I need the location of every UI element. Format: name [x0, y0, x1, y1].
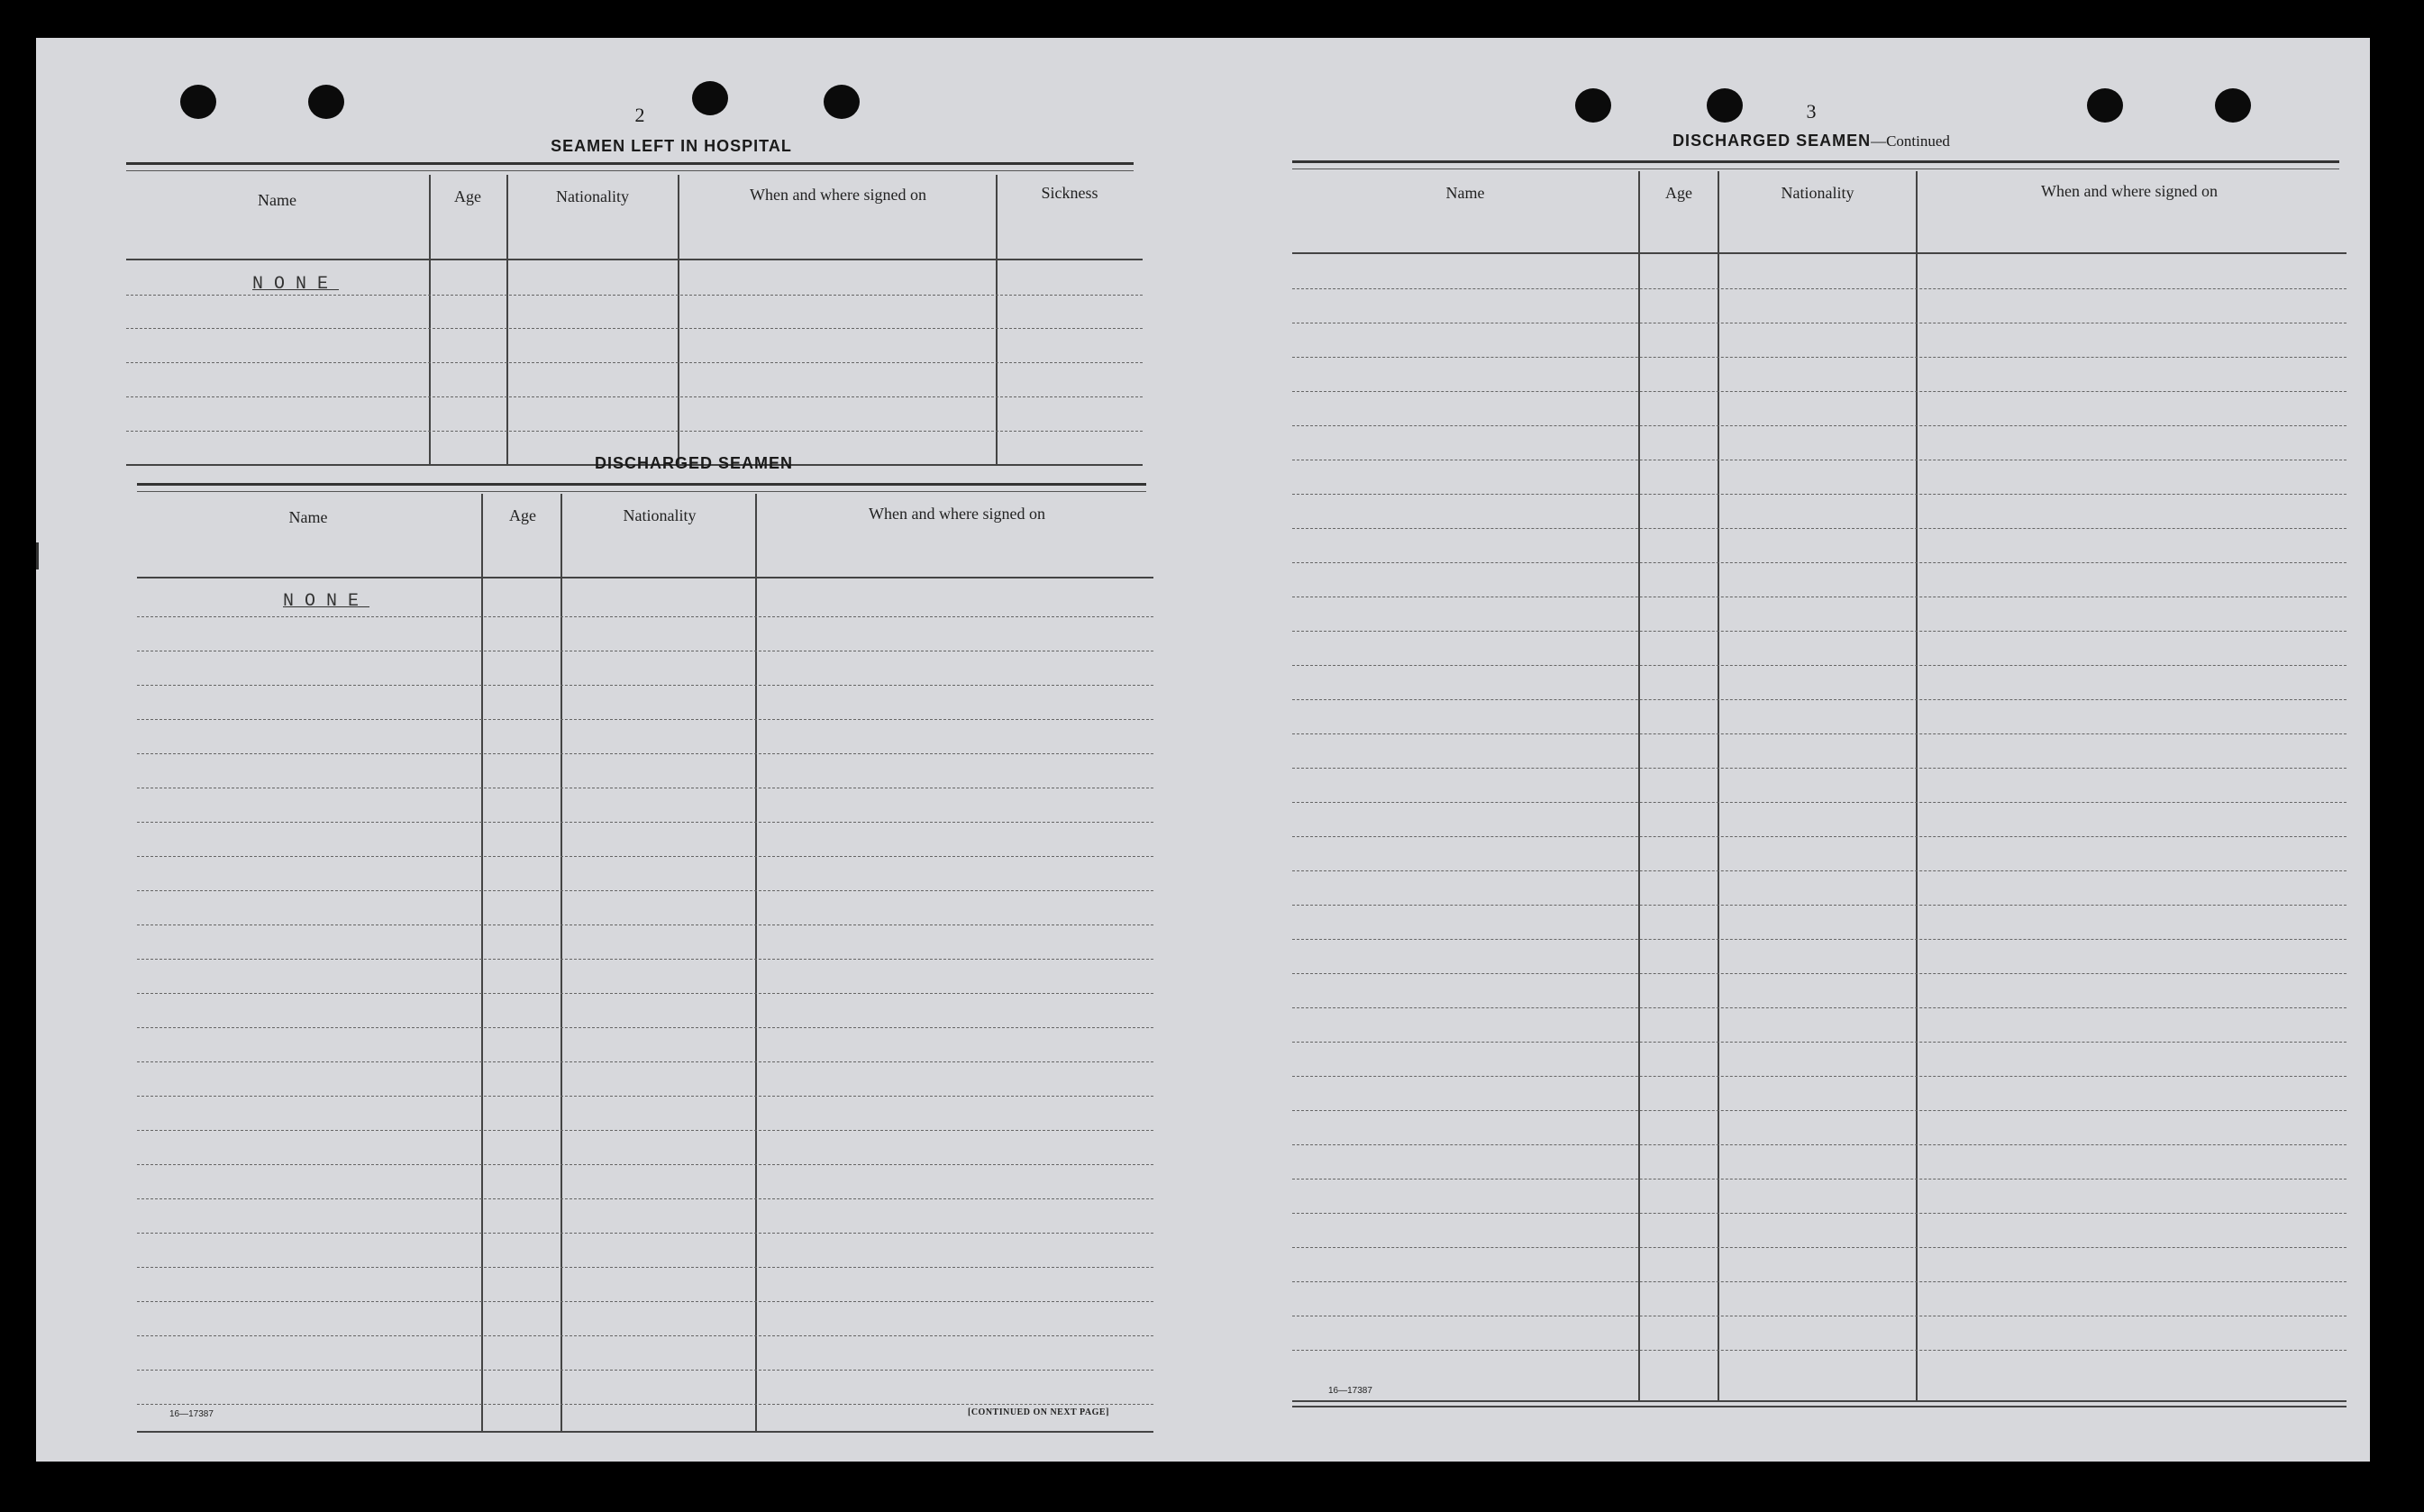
right-col-nationality: Nationality: [1781, 184, 1854, 202]
document-sheet: [36, 38, 2370, 1462]
discharged-entry-none: NONE: [283, 591, 370, 612]
hospital-col-sickness: Sickness: [1041, 184, 1098, 202]
hospital-row-line: [126, 431, 1143, 432]
right-row-line: [1292, 665, 2347, 666]
right-row-line: [1292, 1213, 2347, 1214]
punch-hole: [692, 81, 728, 115]
discharged-row-line: [137, 822, 1153, 823]
discharged-row-line: [137, 685, 1153, 686]
right-header-rule: [1292, 252, 2347, 254]
right-row-line: [1292, 1281, 2347, 1282]
hospital-row-line: [126, 295, 1143, 296]
hospital-col-signed-on: When and where signed on: [750, 186, 926, 204]
form-number-right: 16—17387: [1328, 1386, 1372, 1396]
right-row-line: [1292, 1076, 2347, 1077]
right-row-line: [1292, 357, 2347, 358]
continued-note: [CONTINUED ON NEXT PAGE]: [968, 1407, 1109, 1417]
right-row-line: [1292, 939, 2347, 940]
discharged-row-line: [137, 1335, 1153, 1336]
discharged-row-line: [137, 856, 1153, 857]
right-row-line: [1292, 425, 2347, 426]
right-row-line: [1292, 905, 2347, 906]
hospital-col-nationality: Nationality: [556, 187, 629, 205]
discharged-continued-suffix: —Continued: [1871, 132, 1950, 150]
right-col-divider: [1718, 171, 1719, 1400]
right-row-line: [1292, 631, 2347, 632]
right-row-line: [1292, 768, 2347, 769]
punch-hole: [308, 85, 344, 119]
discharged-col-signed-on: When and where signed on: [869, 505, 1045, 523]
right-row-line: [1292, 494, 2347, 495]
discharged-row-line: [137, 1027, 1153, 1028]
right-row-line: [1292, 836, 2347, 837]
discharged-col-divider: [755, 494, 757, 1431]
discharged-row-line: [137, 993, 1153, 994]
right-col-signed-on: When and where signed on: [2041, 182, 2218, 200]
edge-mark: [36, 542, 46, 569]
right-row-line: [1292, 1042, 2347, 1043]
discharged-row-line: [137, 1061, 1153, 1062]
discharged-col-nationality: Nationality: [623, 506, 697, 524]
discharged-row-line: [137, 719, 1153, 720]
punch-hole: [2215, 88, 2251, 123]
right-bottom-rule: [1292, 1400, 2347, 1402]
hospital-row-line: [126, 328, 1143, 329]
right-col-divider: [1916, 171, 1918, 1400]
right-row-line: [1292, 1247, 2347, 1248]
punch-hole: [1575, 88, 1611, 123]
discharged-row-line: [137, 753, 1153, 754]
right-row-line: [1292, 562, 2347, 563]
right-top-rule: [1292, 160, 2339, 169]
punch-hole: [2087, 88, 2123, 123]
discharged-row-line: [137, 1198, 1153, 1199]
discharged-row-line: [137, 616, 1153, 617]
right-row-line: [1292, 1144, 2347, 1145]
discharged-col-age: Age: [509, 506, 536, 524]
right-row-line: [1292, 1007, 2347, 1008]
discharged-top-rule: [137, 483, 1146, 492]
discharged-row-line: [137, 890, 1153, 891]
punch-hole: [180, 85, 216, 119]
hospital-col-name: Name: [258, 191, 296, 209]
hospital-top-rule: [126, 162, 1134, 171]
page-number-right: 3: [1806, 100, 1817, 123]
discharged-col-name: Name: [288, 508, 328, 526]
discharged-col-divider: [481, 494, 483, 1431]
right-row-line: [1292, 733, 2347, 734]
discharged-row-line: [137, 1301, 1153, 1302]
right-row-line: [1292, 870, 2347, 871]
hospital-section-title: SEAMEN LEFT IN HOSPITAL: [551, 137, 792, 155]
right-bottom-rule: [1292, 1406, 2347, 1407]
right-row-line: [1292, 1110, 2347, 1111]
hospital-table: [126, 173, 1144, 470]
hospital-col-divider: [996, 175, 998, 466]
right-col-name: Name: [1445, 184, 1485, 202]
hospital-row-line: [126, 396, 1143, 397]
discharged-row-line: [137, 1233, 1153, 1234]
hospital-col-divider: [429, 175, 431, 466]
punch-hole: [824, 85, 860, 119]
punch-hole: [1707, 88, 1743, 123]
right-row-line: [1292, 288, 2347, 289]
hospital-col-divider: [678, 175, 679, 466]
discharged-row-line: [137, 1164, 1153, 1165]
form-number-left: 16—17387: [169, 1409, 214, 1419]
discharged-bottom-rule: [137, 1431, 1153, 1433]
discharged-col-divider: [560, 494, 562, 1431]
right-row-line: [1292, 973, 2347, 974]
discharged-row-line: [137, 1096, 1153, 1097]
right-col-age: Age: [1665, 184, 1692, 202]
hospital-entry-none: NONE: [252, 274, 340, 295]
discharged-row-line: [137, 1130, 1153, 1131]
discharged-table-right: [1292, 169, 2352, 1413]
discharged-section-title: DISCHARGED SEAMEN: [594, 454, 794, 472]
discharged-header-rule: [137, 577, 1153, 578]
right-row-line: [1292, 802, 2347, 803]
hospital-row-line: [126, 362, 1143, 363]
right-row-line: [1292, 1350, 2347, 1351]
discharged-row-line: [137, 1370, 1153, 1371]
right-row-line: [1292, 528, 2347, 529]
discharged-continued-title: [1514, 132, 2109, 150]
page-number-left: 2: [634, 104, 645, 126]
right-col-divider: [1638, 171, 1640, 1400]
right-row-line: [1292, 699, 2347, 700]
discharged-row-line: [137, 959, 1153, 960]
hospital-col-age: Age: [454, 187, 481, 205]
hospital-col-divider: [506, 175, 508, 466]
discharged-row-line: [137, 1267, 1153, 1268]
right-row-line: [1292, 1179, 2347, 1180]
discharged-table-left: [137, 492, 1164, 1438]
discharged-row-line: [137, 1404, 1153, 1405]
right-row-line: [1292, 391, 2347, 392]
discharged-continued-title-main: DISCHARGED SEAMEN: [1672, 132, 1872, 150]
hospital-header-rule: [126, 259, 1143, 260]
